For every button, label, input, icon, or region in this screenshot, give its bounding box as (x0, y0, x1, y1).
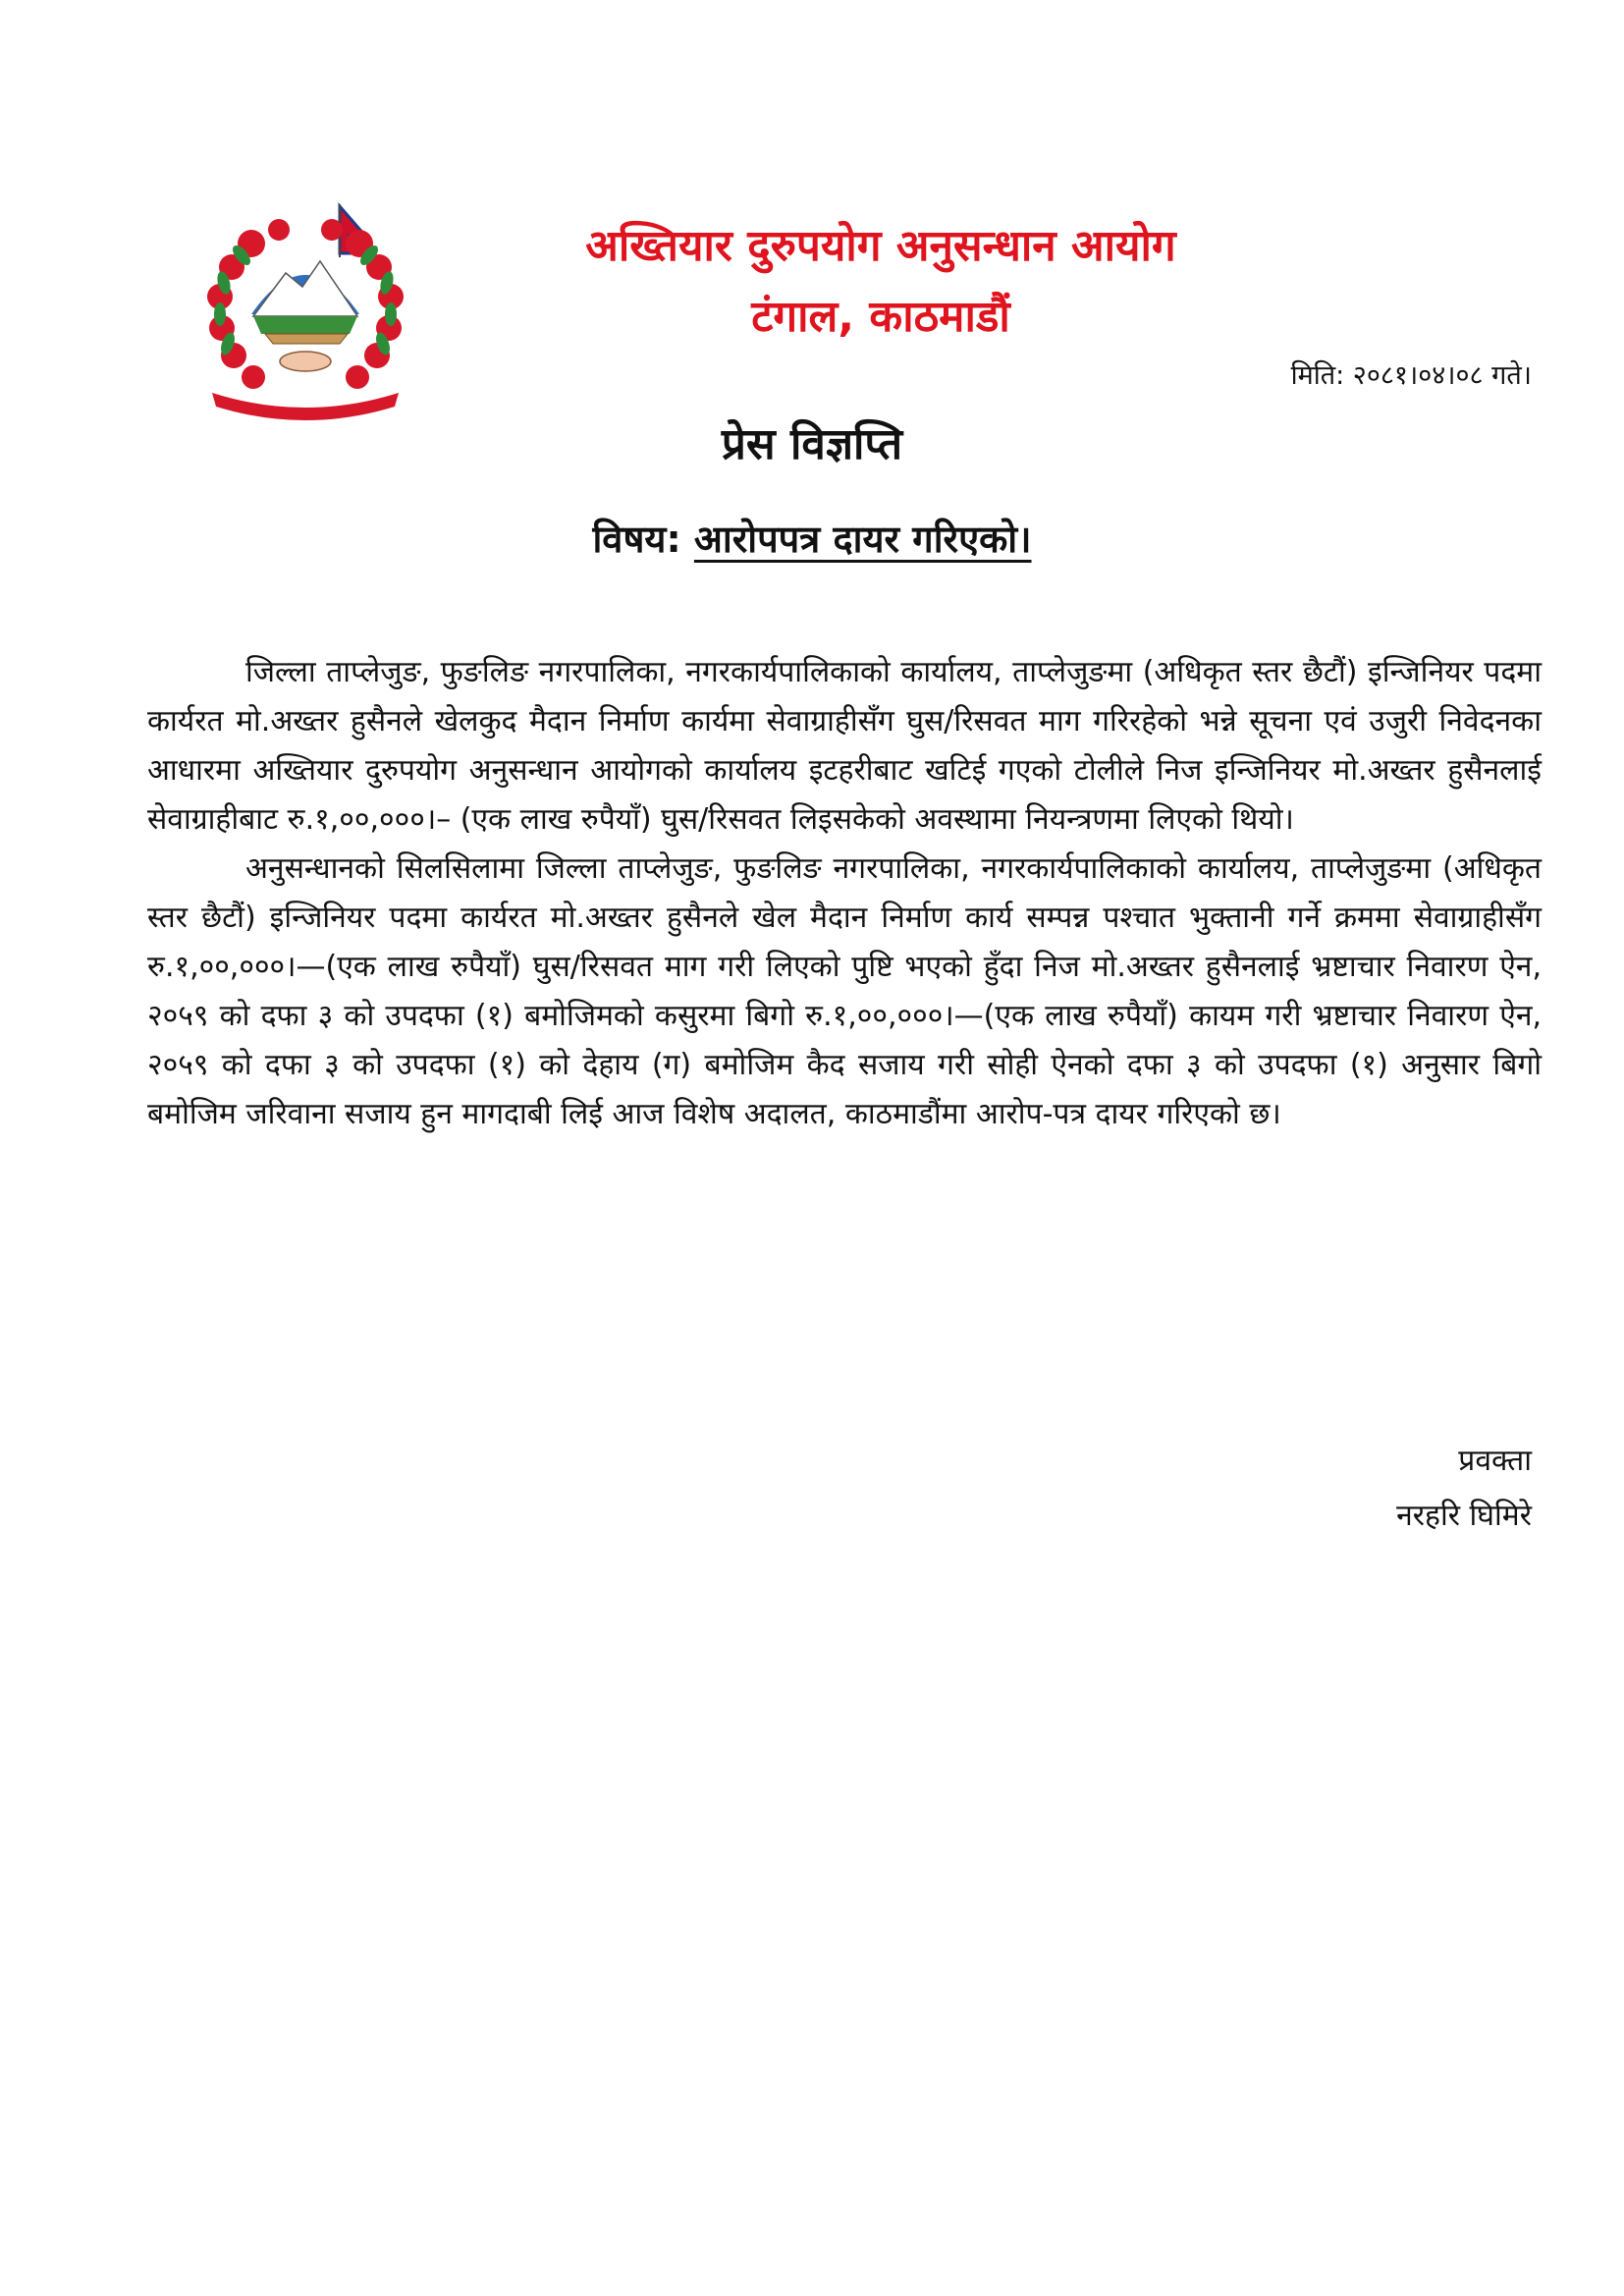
organization-name: अख्तियार दुरुपयोग अनुसन्धान आयोग (585, 221, 1176, 271)
organization-address: टंगाल, काठमाडौं (751, 292, 1010, 342)
body-text (147, 648, 1542, 1139)
signature-role: प्रवक्ता (1458, 1444, 1532, 1478)
date-line: मिति: २०८१।०४।०८ गते। (1290, 360, 1532, 391)
signature-block (1396, 1434, 1532, 1544)
document-title: प्रेस विज्ञप्ति (721, 419, 903, 469)
body-paragraph-2: अनुसन्धानको सिलसिलामा जिल्ला ताप्लेजुङ, फुङलिङ नगरपालिका, नगरकार्यपालिकाको कार्यालय, ताप्लेजुङमा (अधिकृत स्तर छैटौं) इन्जिनियर पदमा कार्यरत मो.अख्तर हुसैनले खेल मैदान निर्माण कार्य सम्पन्न पश्चात भुक्तानी गर्ने क्रममा सेवाग्राहीसँग रु.१,००,०००।—(एक लाख रुपैयाँ) घुस/रिसवत माग गरी लिएको पुष्टि भएको हुँदा निज मो.अख्तर हुसैनलाई भ्रष्टाचार निवारण ऐन, २०५९ को दफा ३ को उपदफा (१) बमोजिमको कसुरमा बिगो रु.१,००,०००।—(एक लाख रुपैयाँ) कायम गरी भ्रष्टाचार निवारण ऐन, २०५९ को दफा ३ को उपदफा (१) को देहाय (ग) बमोजिम कैद सजाय गरी सोही ऐनको दफा ३ को उपदफा (१) अनुसार बिगो बमोजिम जरिवाना सजाय हुन मागदाबी लिई आज विशेष अदालत, काठमाडौंमा आरोप-पत्र दायर गरिएको छ। (147, 851, 1542, 1131)
subject-label: विषय: (592, 518, 681, 561)
signature-name: नरहरि घिमिरे (1396, 1499, 1532, 1533)
subject-text: आरोपपत्र दायर गरिएको। (693, 518, 1032, 561)
body-paragraph-1: जिल्ला ताप्लेजुङ, फुङलिङ नगरपालिका, नगरकार्यपालिकाको कार्यालय, ताप्लेजुङमा (अधिकृत स्तर छैटौं) इन्जिनियर पदमा कार्यरत मो.अख्तर हुसैनले खेलकुद मैदान निर्माण कार्यमा सेवाग्राहीसँग घुस/रिसवत माग गरिरहेको भन्ने सूचना एवं उजुरी निवेदनका आधारमा अख्तियार दुरुपयोग अनुसन्धान आयोगको कार्यालय इटहरीबाट खटिई गएको टोलीले निज इन्जिनियर मो.अख्तर हुसैनलाई सेवाग्राहीबाट रु.१,००,०००।– (एक लाख रुपैयाँ) घुस/रिसवत लिइसकेको अवस्थामा नियन्त्रणमा लिएको थियो। (147, 655, 1542, 837)
subject-line (0, 513, 1624, 564)
